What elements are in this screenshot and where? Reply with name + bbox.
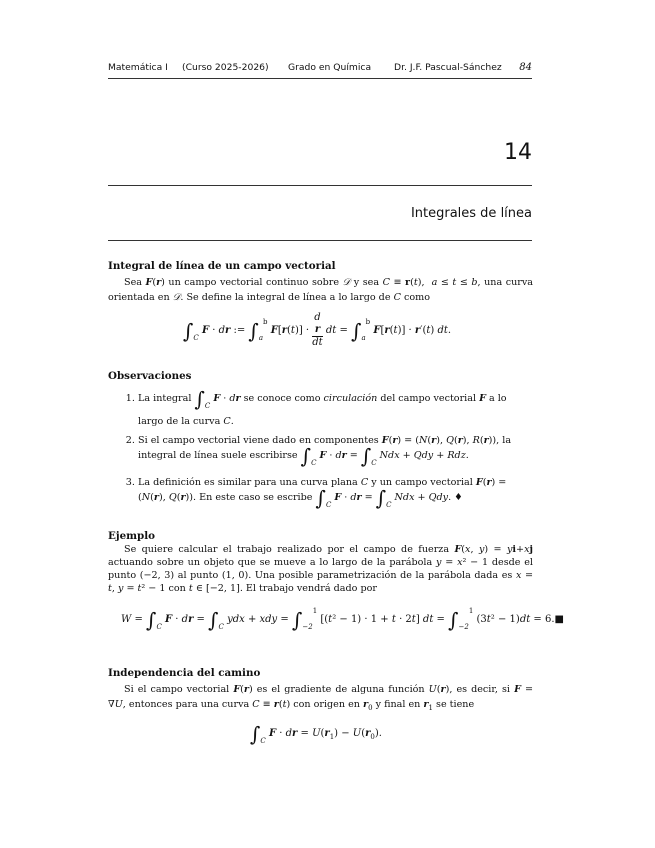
section-heading: Ejemplo	[108, 530, 155, 542]
header-course: Matemática I	[108, 62, 168, 73]
list-item: 1. La integral $\int_C$ F · dr se conoce como circulación del campo vectorial F a lo largo de la curva C.	[138, 391, 533, 429]
header-rule	[108, 78, 532, 79]
section-line-integral	[108, 259, 533, 306]
header-year: (Curso 2025-2026)	[182, 62, 269, 73]
header-author: Dr. J.F. Pascual-Sánchez	[394, 62, 502, 73]
chapter-rule-top	[108, 185, 532, 186]
chapter-title: Integrales de línea	[410, 206, 532, 221]
list-item: 3. La definición es similar para una curva plana C y un campo vectorial F(r) = (N(r), Q(r)). En este caso se escribe $\int_C$ F · dr = $\int_C$ Ndx + Qdy. ♦	[138, 475, 533, 513]
paragraph: Se quiere calcular el trabajo realizado por el campo de fuerza F(x, y) = yi+xj actuando sobre un objeto que se mueve a lo largo de la parábola y = x² − 1 desde el punto (−2, 3) al punto (1, 0). Una posible parametrización de la parábola dada es x = t, y = t² − 1 con t ∈ [−2, 1]. El trabajo vendrá dado por	[108, 544, 534, 594]
equation-line-integral-definition: $\int_C$ F · dr := $\int_a^b$ F[r(t)] · d r dt dt = $\int_a^b$ F[r(t)] · r′(t) dt.	[183, 312, 452, 348]
section-observations	[108, 369, 533, 517]
running-header	[108, 62, 532, 76]
header-degree: Grado en Química	[288, 62, 372, 73]
equation-work-example: $W = \int_C$ F · dr = $\int_C$ ydx + xdy = $\int_{-2}^1$ [(t² − 1) · 1 + t · 2t] dt = $\int_{-2}^1$ (3t² − 1)dt = 6.■	[121, 607, 564, 632]
list-item: 2. Si el campo vectorial viene dado en componentes F(r) = (N(r), Q(r), R(r)), la integral de línea suele escribirse $\int_C$ F · dr = $\int_C$ Ndx + Qdy + Rdz.	[138, 433, 533, 471]
paragraph: Si el campo vectorial F(r) es el gradiente de alguna función U(r), es decir, si F = ∇U, entonces para una curva C ≡ r(t) con origen en $r_0$ y final en $r_1$ se tiene	[108, 683, 534, 712]
chapter-rule-bottom	[108, 240, 532, 241]
section-path-independence	[108, 666, 533, 716]
equation-gradient-theorem: $\int_C$ F · dr = $U(r_1) - U(r_0)$.	[250, 722, 382, 746]
chapter-number: 14	[504, 140, 532, 165]
header-page-number: 84	[519, 62, 532, 73]
section-heading: Observaciones	[108, 370, 192, 382]
section-heading: Integral de línea de un campo vectorial	[108, 260, 336, 272]
section-example	[108, 530, 533, 595]
section-heading: Independencia del camino	[108, 667, 261, 679]
paragraph: Sea F(r) un campo vectorial continuo sobre 𝒟 y sea C ≡ r(t), a ≤ t ≤ b, una curva orientada en 𝒟. Se define la integral de línea a lo largo de C como	[108, 276, 534, 303]
